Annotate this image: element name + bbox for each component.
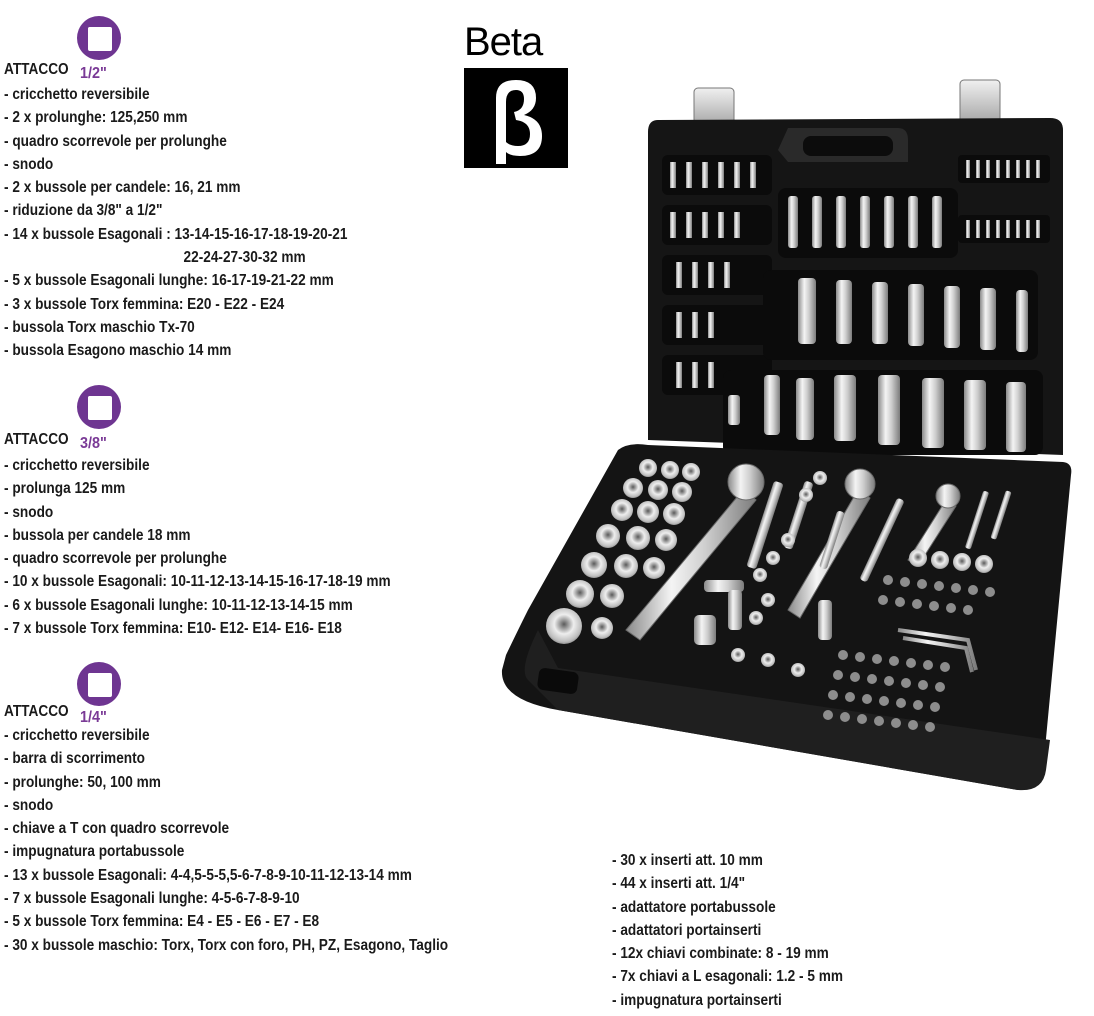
list-item: - 2 x prolunghe: 125,250 mm — [4, 109, 188, 127]
list-item: - quadro scorrevole per prolunghe — [4, 550, 227, 568]
drive-size: 3/8" — [80, 435, 107, 452]
list-item: - impugnatura portainserti — [612, 991, 782, 1009]
list-item: - snodo — [4, 503, 54, 521]
list-item: - 12x chiavi combinate: 8 - 19 mm — [612, 945, 829, 963]
section-list-3-8 — [4, 454, 391, 640]
extras-list — [612, 849, 843, 1012]
section-label: ATTACCO — [4, 431, 69, 448]
square-drive-icon — [77, 662, 121, 706]
list-item: - cricchetto reversibile — [4, 727, 150, 744]
list-item: - snodo — [4, 796, 54, 814]
list-item: - 7 x bussole Torx femmina: E10- E12- E14- E16- E18 — [4, 620, 342, 638]
logo-wordmark: Beta — [464, 20, 543, 64]
list-item: - 7 x bussole Esagonali lunghe: 4-5-6-7-8-9-10 — [4, 890, 300, 908]
list-item: - 10 x bussole Esagonali: 10-11-12-13-14-15-16-17-18-19 mm — [4, 573, 391, 591]
list-item: - 3 x bussole Torx femmina: E20 - E22 - E24 — [4, 295, 285, 313]
list-item: - bussola Torx maschio Tx-70 — [4, 318, 195, 336]
list-item: - 2 x bussole per candele: 16, 21 mm — [4, 179, 241, 197]
list-item: - 30 x inserti att. 10 mm — [612, 852, 763, 869]
list-item: - riduzione da 3/8" a 1/2" — [4, 202, 163, 220]
list-item: - bussola Esagono maschio 14 mm — [4, 342, 232, 360]
list-item: - adattatore portabussole — [612, 898, 776, 916]
tool-case-illustration — [498, 70, 1078, 810]
list-item: - chiave a T con quadro scorrevole — [4, 820, 230, 838]
list-item: - bussola per candele 18 mm — [4, 526, 191, 544]
list-item: - 14 x bussole Esagonali : 13-14-15-16-17-18-19-20-21 — [4, 225, 348, 243]
list-item: - cricchetto reversibile — [4, 457, 150, 474]
list-item: - 5 x bussole Torx femmina: E4 - E5 - E6 - E7 - E8 — [4, 913, 320, 931]
section-label: ATTACCO — [4, 61, 69, 78]
list-item: - prolunga 125 mm — [4, 480, 126, 498]
list-item: 22-24-27-30-32 mm — [183, 249, 306, 267]
list-item: - 6 x bussole Esagonali lunghe: 10-11-12-13-14-15 mm — [4, 596, 353, 614]
tool-case-image — [498, 70, 1078, 815]
square-drive-icon — [77, 385, 121, 429]
list-item: - 7x chiavi a L esagonali: 1.2 - 5 mm — [612, 968, 843, 986]
list-item: - 30 x bussole maschio: Torx, Torx con foro, PH, PZ, Esagono, Taglio — [4, 936, 449, 954]
section-label: ATTACCO — [4, 703, 69, 720]
section-list-1-4 — [4, 724, 448, 957]
list-item: - 44 x inserti att. 1/4" — [612, 875, 746, 893]
drive-size: 1/2" — [80, 65, 107, 82]
list-item: - quadro scorrevole per prolunghe — [4, 132, 227, 150]
list-item: - 13 x bussole Esagonali: 4-4,5-5-5,5-6-7-8-9-10-11-12-13-14 mm — [4, 866, 412, 884]
list-item: - adattatori portainserti — [612, 921, 762, 939]
list-item: - impugnatura portabussole — [4, 843, 185, 861]
square-drive-icon — [77, 16, 121, 60]
list-item: - cricchetto reversibile — [4, 86, 150, 103]
list-item: - 5 x bussole Esagonali lunghe: 16-17-19-21-22 mm — [4, 272, 334, 290]
list-item: - prolunghe: 50, 100 mm — [4, 773, 161, 791]
list-item: - snodo — [4, 155, 54, 173]
section-list-1-2 — [4, 83, 347, 363]
drive-size: 1/4" — [80, 709, 107, 726]
list-item: - barra di scorrimento — [4, 750, 145, 768]
